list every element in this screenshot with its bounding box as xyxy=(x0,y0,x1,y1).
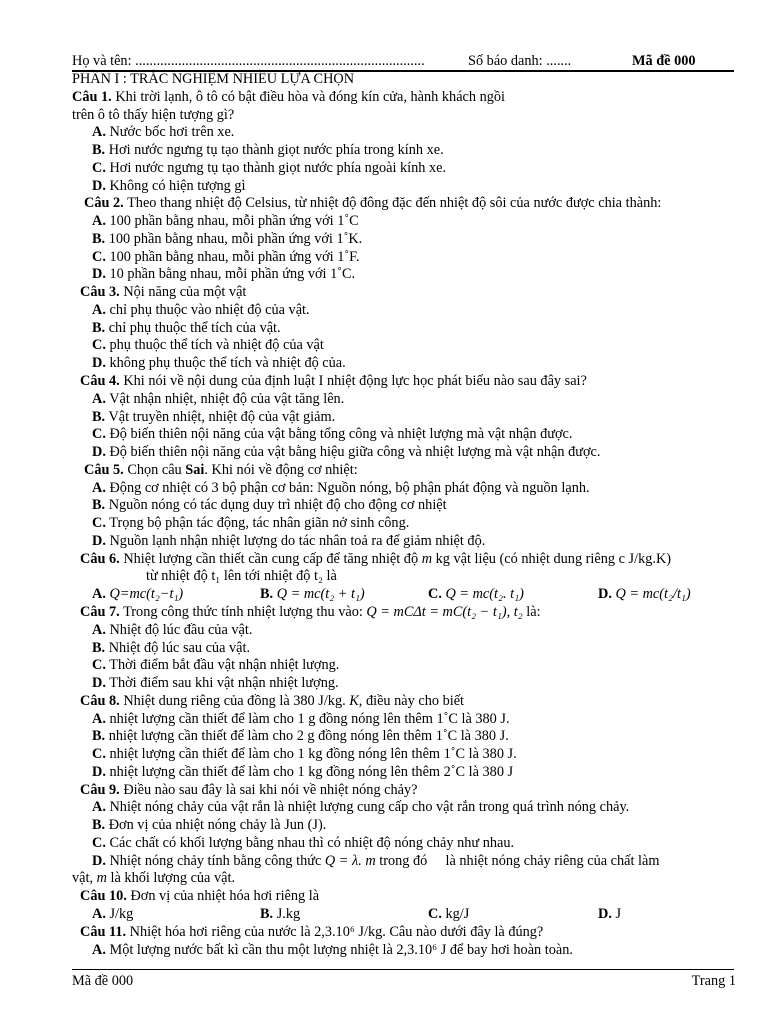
option-b xyxy=(0,231,768,249)
option-text: nhiệt lượng cần thiết để làm cho 2 g đồng nóng lên thêm 1˚C là 380 J. xyxy=(108,728,509,745)
question-stem xyxy=(0,604,768,622)
option-text: nhiệt lượng cần thiết để làm cho 1 kg đồng nóng lên thêm 2˚C là 380 J xyxy=(109,763,514,780)
option-text: không phụ thuộc thể tích và nhiệt độ của. xyxy=(109,355,346,372)
option-key: D. xyxy=(92,763,106,780)
question-9 xyxy=(0,782,768,889)
option-key: D. xyxy=(598,905,612,922)
option-text: Nhiệt độ lúc sau của vật. xyxy=(108,639,251,656)
question-6 xyxy=(0,551,768,604)
option-key: C. xyxy=(92,159,106,176)
option-text: Hơi nước ngưng tụ tạo thành giọt nước phía ngoài kính xe. xyxy=(109,159,447,176)
option-c xyxy=(0,657,768,675)
exam-content xyxy=(0,71,768,959)
option-text: nhiệt lượng cần thiết để làm cho 1 g đồng nóng lên thêm 1˚C là 380 J. xyxy=(109,710,510,727)
option-a xyxy=(0,622,768,640)
option-key: D. xyxy=(92,177,106,194)
option-c xyxy=(428,906,469,924)
question-stem xyxy=(0,924,768,942)
question-number: Câu 9. xyxy=(80,781,120,798)
question-text: là: xyxy=(526,603,541,620)
formula: m xyxy=(96,870,107,887)
option-key: B. xyxy=(92,728,106,745)
question-text: . Khi nói về động cơ nhiệt: xyxy=(204,461,358,478)
question-number: Câu 4. xyxy=(80,373,120,390)
option-key: A. xyxy=(92,799,106,816)
option-text: 10 phần bằng nhau, mỗi phần ứng với 1˚C. xyxy=(109,266,356,283)
option-key: B. xyxy=(260,586,274,603)
question-stem xyxy=(0,888,768,906)
option-key: A. xyxy=(92,213,106,230)
option-key: C. xyxy=(92,337,106,354)
option-a xyxy=(0,302,768,320)
option-a xyxy=(0,711,768,729)
option-text: Nhiệt nóng chảy tính bằng công thức xyxy=(109,852,322,869)
question-text: Nhiệt lượng cần thiết cần cung cấp để tăng nhiệt độ xyxy=(123,550,419,567)
question-text: kg vật liệu (có nhiệt dung riêng c J/kg.K) xyxy=(435,550,672,567)
option-key: B. xyxy=(92,319,106,336)
question-number: Câu 7. xyxy=(80,603,120,620)
option-text: Động cơ nhiệt có 3 bộ phận cơ bản: Nguồn nóng, bộ phận phát động và nguồn lạnh. xyxy=(109,479,590,496)
option-text: Vật truyền nhiệt, nhiệt độ của vật giảm. xyxy=(108,408,336,425)
option-d xyxy=(0,266,768,284)
footer-divider xyxy=(72,969,734,970)
option-text: vật, xyxy=(72,870,94,887)
option-c xyxy=(0,835,768,853)
question-stem xyxy=(0,195,768,213)
page-number: Trang 1 xyxy=(691,973,736,989)
option-key: D. xyxy=(92,852,106,869)
question-text: Khi trời lạnh, ô tô có bật điều hòa và đóng kín cửa, hành khách ngồi xyxy=(115,88,506,105)
section-title: PHẦN I : TRẮC NGHIỆM NHIỀU LỰA CHỌN xyxy=(72,71,355,87)
option-a xyxy=(92,586,183,604)
question-3 xyxy=(0,284,768,373)
option-c xyxy=(0,515,768,533)
question-text: từ nhiệt độ t₁ lên tới nhiệt độ t₂ là xyxy=(146,568,337,585)
option-key: B. xyxy=(92,817,106,834)
option-key: B. xyxy=(92,408,106,425)
option-text: Nhiệt nóng chảy của vật rắn là nhiệt lượng cung cấp cho vật rắn trong quá trình nóng chảy. xyxy=(109,799,630,816)
option-d xyxy=(0,764,768,782)
question-text: Theo thang nhiệt độ Celsius, từ nhiệt độ đông đặc đến nhiệt độ sôi của nước được chia thành: xyxy=(127,195,662,212)
question-text: Nội năng của một vật xyxy=(123,284,247,301)
option-d xyxy=(598,586,691,604)
emphasis-text: Sai xyxy=(185,461,205,478)
option-a xyxy=(0,799,768,817)
option-text: Không có hiện tượng gì xyxy=(109,177,246,194)
question-text: trên ô tô thấy hiện tượng gì? xyxy=(72,106,235,123)
option-key: C. xyxy=(428,905,442,922)
option-text: 100 phần bằng nhau, mỗi phần ứng với 1˚C xyxy=(109,213,359,230)
question-stem xyxy=(0,284,768,302)
option-text: Đơn vị của nhiệt nóng chảy là Jun (J). xyxy=(108,817,327,834)
option-key: A. xyxy=(92,301,106,318)
question-10 xyxy=(0,888,768,924)
option-text: 100 phần bằng nhau, mỗi phần ứng với 1˚F. xyxy=(109,248,360,265)
candidate-number-field: Số báo danh: ....... xyxy=(468,53,572,69)
question-number: Câu 3. xyxy=(80,284,120,301)
question-2 xyxy=(0,195,768,284)
option-key: C. xyxy=(92,515,106,532)
option-text: Nước bốc hơi trên xe. xyxy=(109,124,235,141)
option-b xyxy=(0,640,768,658)
question-11 xyxy=(0,924,768,960)
option-b xyxy=(260,906,300,924)
option-text: chỉ phụ thuộc vào nhiệt độ của vật. xyxy=(109,301,310,318)
option-text: kg/J xyxy=(445,905,470,922)
question-stem-continued xyxy=(0,107,768,125)
option-key: A. xyxy=(92,905,106,922)
option-key: A. xyxy=(92,390,106,407)
question-1 xyxy=(0,89,768,196)
option-text: là nhiệt nóng chảy riêng của chất làm xyxy=(445,852,660,869)
option-d xyxy=(598,906,621,924)
option-key: C. xyxy=(92,834,106,851)
option-key: A. xyxy=(92,124,106,141)
question-stem-continued xyxy=(0,568,768,586)
question-stem xyxy=(0,89,768,107)
formula: K xyxy=(349,692,359,709)
option-key: C. xyxy=(92,657,106,674)
option-c xyxy=(0,249,768,267)
option-text: chỉ phụ thuộc thể tích của vật. xyxy=(108,319,281,336)
question-number: Câu 6. xyxy=(80,550,120,567)
formula: Q = λ. m xyxy=(324,852,376,869)
option-text: phụ thuộc thể tích và nhiệt độ của vật xyxy=(109,337,324,354)
question-text: Nhiệt dung riêng của đồng là 380 J/kg. xyxy=(123,692,346,709)
option-key: A. xyxy=(92,710,106,727)
option-b xyxy=(260,586,365,604)
question-stem xyxy=(0,373,768,391)
question-text: Trong công thức tính nhiệt lượng thu vào: xyxy=(123,603,363,620)
option-a xyxy=(0,213,768,231)
option-text: Hơi nước ngưng tụ tạo thành giọt nước phía trong kính xe. xyxy=(108,142,444,159)
option-d xyxy=(0,675,768,693)
question-7 xyxy=(0,604,768,693)
option-c xyxy=(428,586,524,604)
question-text: Khi nói về nội dung của định luật I nhiệt động lực học phát biểu nào sau đây sai? xyxy=(123,373,587,390)
option-key: D. xyxy=(92,532,106,549)
option-b xyxy=(0,817,768,835)
option-a xyxy=(0,942,768,960)
option-text: Thời điểm sau khi vật nhận nhiệt lượng. xyxy=(109,675,339,692)
option-c xyxy=(0,337,768,355)
option-row xyxy=(0,906,768,924)
question-text: Nhiệt hóa hơi riêng của nước là 2,3.10⁶ J/kg. Câu nào dưới đây là đúng? xyxy=(129,923,544,940)
question-stem xyxy=(0,551,768,569)
formula: Q = mc(t₂ + t₁) xyxy=(276,586,365,603)
option-text: J.kg xyxy=(276,905,301,922)
option-d xyxy=(0,444,768,462)
question-stem xyxy=(0,462,768,480)
option-c xyxy=(0,426,768,444)
option-text: Độ biến thiên nội năng của vật bằng hiệu giữa công và nhiệt lượng mà vật nhận được. xyxy=(109,444,601,461)
option-b xyxy=(0,497,768,515)
option-text: nhiệt lượng cần thiết để làm cho 1 kg đồng nóng lên thêm 1˚C là 380 J. xyxy=(109,746,517,763)
option-d xyxy=(0,853,768,871)
question-4 xyxy=(0,373,768,462)
option-key: B. xyxy=(92,639,106,656)
option-d xyxy=(0,533,768,551)
option-key: C. xyxy=(92,248,106,265)
option-c xyxy=(0,746,768,764)
formula: m xyxy=(421,550,433,567)
option-d xyxy=(0,178,768,196)
option-key: B. xyxy=(92,497,106,514)
option-a xyxy=(0,480,768,498)
option-key: A. xyxy=(92,621,106,638)
option-row xyxy=(0,586,768,604)
option-text: 100 phần bằng nhau, mỗi phần ứng với 1˚K. xyxy=(108,230,363,247)
option-key: D. xyxy=(598,586,612,603)
option-key: B. xyxy=(260,905,274,922)
option-a xyxy=(92,906,133,924)
option-d xyxy=(0,355,768,373)
option-text: Nguồn lạnh nhận nhiệt lượng do tác nhân toả ra để giảm nhiệt độ. xyxy=(109,532,486,549)
question-text: , điều này cho biết xyxy=(358,692,465,709)
option-a xyxy=(0,391,768,409)
option-text: trong đó xyxy=(379,852,428,869)
option-b xyxy=(0,142,768,160)
formula: Q = mc(t₂/t₁) xyxy=(615,586,691,603)
option-text: J xyxy=(615,905,622,922)
question-number: Câu 5. xyxy=(84,461,124,478)
question-number: Câu 8. xyxy=(80,692,120,709)
question-8 xyxy=(0,693,768,782)
option-key: A. xyxy=(92,479,106,496)
option-text: Nguồn nóng có tác dụng duy trì nhiệt độ cho động cơ nhiệt xyxy=(108,497,447,514)
option-key: D. xyxy=(92,355,106,372)
question-stem xyxy=(0,693,768,711)
option-text: Vật nhận nhiệt, nhiệt độ của vật tăng lên. xyxy=(109,390,345,407)
question-stem xyxy=(0,782,768,800)
formula: Q=mc(t₂−t₁) xyxy=(109,586,184,603)
option-key: A. xyxy=(92,586,106,603)
question-text: Điều nào sau đây là sai khi nói về nhiệt nóng chảy? xyxy=(123,781,418,798)
question-5 xyxy=(0,462,768,551)
option-key: C. xyxy=(92,426,106,443)
option-text: Các chất có khối lượng bằng nhau thì có nhiệt độ nóng chảy như nhau. xyxy=(109,834,515,851)
option-d-continued xyxy=(0,870,768,888)
option-text: J/kg xyxy=(109,905,134,922)
question-text: Đơn vị của nhiệt hóa hơi riêng là xyxy=(130,888,320,905)
question-number: Câu 1. xyxy=(72,88,112,105)
option-text: Thời điểm bắt đầu vật nhận nhiệt lượng. xyxy=(109,657,340,674)
option-a xyxy=(0,124,768,142)
option-key: C. xyxy=(92,746,106,763)
candidate-name-field: Họ và tên: ................................................................................. xyxy=(72,53,425,69)
option-text: là khối lượng của vật. xyxy=(110,870,236,887)
formula: Q = mc(t₂. t₁) xyxy=(445,586,524,603)
option-c xyxy=(0,160,768,178)
option-key: C. xyxy=(428,586,442,603)
option-b xyxy=(0,320,768,338)
question-text: Chọn câu xyxy=(127,461,182,478)
option-key: D. xyxy=(92,444,106,461)
option-b xyxy=(0,728,768,746)
question-number: Câu 10. xyxy=(80,888,127,905)
option-key: D. xyxy=(92,266,106,283)
option-key: A. xyxy=(92,941,106,958)
option-key: D. xyxy=(92,675,106,692)
exam-code: Mã đề 000 xyxy=(632,53,696,69)
formula: Q = mCΔt = mC(t₂ − t₁), t₂ xyxy=(366,603,523,620)
question-number: Câu 2. xyxy=(84,195,124,212)
question-number: Câu 11. xyxy=(80,923,127,940)
option-b xyxy=(0,409,768,427)
option-key: B. xyxy=(92,230,106,247)
option-text: Nhiệt độ lúc đầu của vật. xyxy=(109,621,253,638)
option-text: Một lượng nước bất kì cần thu một lượng nhiệt là 2,3.10⁶ J để bay hơi hoàn toàn. xyxy=(109,941,573,958)
option-text: Độ biến thiên nội năng của vật bằng tổng công và nhiệt lượng mà vật nhận được. xyxy=(109,426,573,443)
footer-exam-code: Mã đề 000 xyxy=(72,973,134,989)
option-text: Trọng bộ phận tác động, tác nhân giãn nở sinh công. xyxy=(109,515,410,532)
option-key: B. xyxy=(92,142,106,159)
